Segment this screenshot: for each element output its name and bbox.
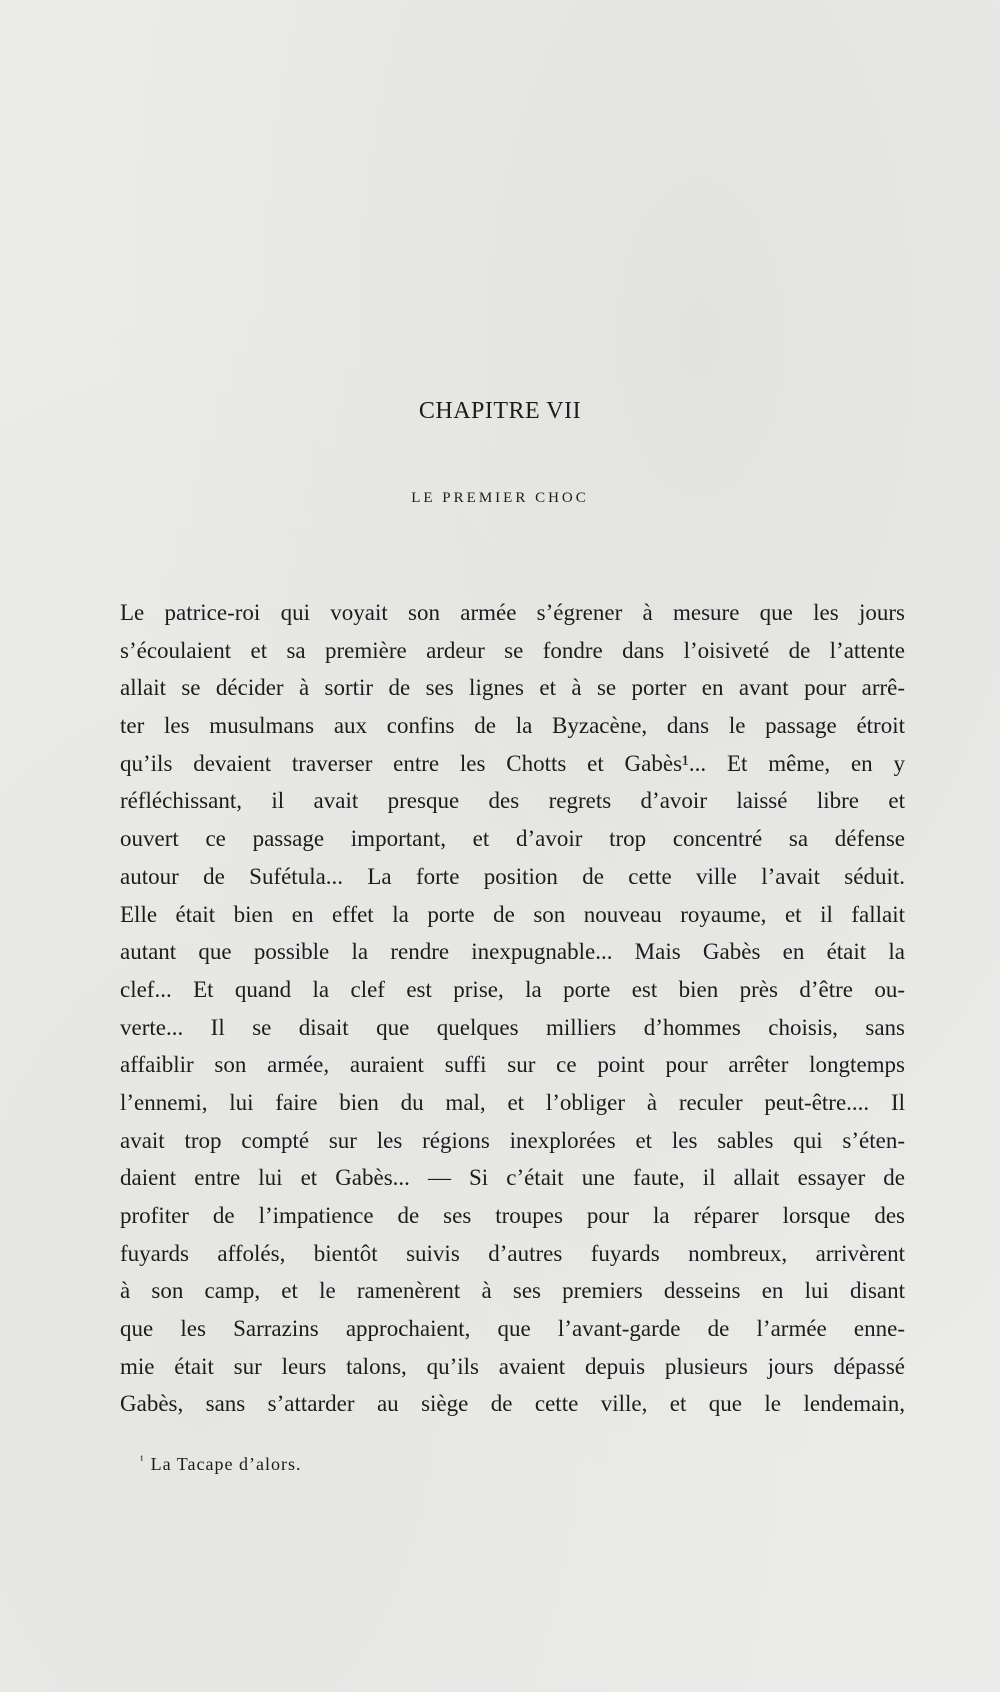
text-line: clef... Et quand la clef est prise, la porte est bien près d’être ou- (120, 976, 905, 1002)
text-line: que les Sarrazins approchaient, que l’avant-garde de l’armée enne- (120, 1316, 905, 1342)
chapter-subtitle: LE PREMIER CHOC (411, 490, 589, 506)
footnote-text: La Tacape d’alors. (150, 1454, 302, 1474)
footnote-mark: ¹ (140, 1453, 145, 1467)
text-line: avait trop compté sur les régions inexplorées et les sables qui s’éten- (120, 1127, 905, 1153)
text-line: profiter de l’impatience de ses troupes pour la réparer lorsque des (120, 1203, 905, 1228)
text-line: réfléchissant, il avait presque des regrets d’avoir laissé libre et (120, 788, 905, 814)
text-line: l’ennemi, lui faire bien du mal, et l’obliger à reculer peut-être.... Il (120, 1089, 905, 1115)
text-line: à son camp, et le ramenèrent à ses premiers desseins en lui disant (120, 1278, 905, 1304)
text-line: allait se décider à sortir de ses lignes et à se porter en avant pour arrê- (120, 675, 905, 701)
text-line: daient entre lui et Gabès... — Si c’était une faute, il allait essayer de (120, 1165, 905, 1191)
text-line: qu’ils devaient traverser entre les Chotts et Gabès¹... Et même, en y (120, 750, 905, 776)
text-line: affaiblir son armée, auraient suffi sur ce point pour arrêter longtemps (120, 1052, 905, 1078)
text-line: Le patrice-roi qui voyait son armée s’égrener à mesure que les jours (120, 600, 905, 625)
text-line: autour de Sufétula... La forte position de cette ville l’avait séduit. (120, 863, 905, 889)
text-line: Elle était bien en effet la porte de son nouveau royaume, et il fallait (120, 901, 905, 927)
text-line: fuyards affolés, bientôt suivis d’autres fuyards nombreux, arrivèrent (120, 1240, 905, 1266)
text-line: ouvert ce passage important, et d’avoir trop concentré sa défense (120, 826, 905, 852)
text-line: verte... Il se disait que quelques milliers d’hommes choisis, sans (120, 1014, 905, 1040)
footnote (140, 1453, 301, 1475)
text-line: Gabès, sans s’attarder au siège de cette ville, et que le lendemain, (120, 1391, 905, 1417)
body-text (120, 594, 905, 1423)
text-line: s’écoulaient et sa première ardeur se fondre dans l’oisiveté de l’attente (120, 637, 905, 663)
text-line: ter les musulmans aux confins de la Byzacène, dans le passage étroit (120, 713, 905, 739)
text-line: mie était sur leurs talons, qu’ils avaient depuis plusieurs jours dépassé (120, 1353, 905, 1379)
chapter-title: CHAPITRE VII (418, 398, 582, 424)
text-line: autant que possible la rendre inexpugnable... Mais Gabès en était la (120, 939, 905, 965)
